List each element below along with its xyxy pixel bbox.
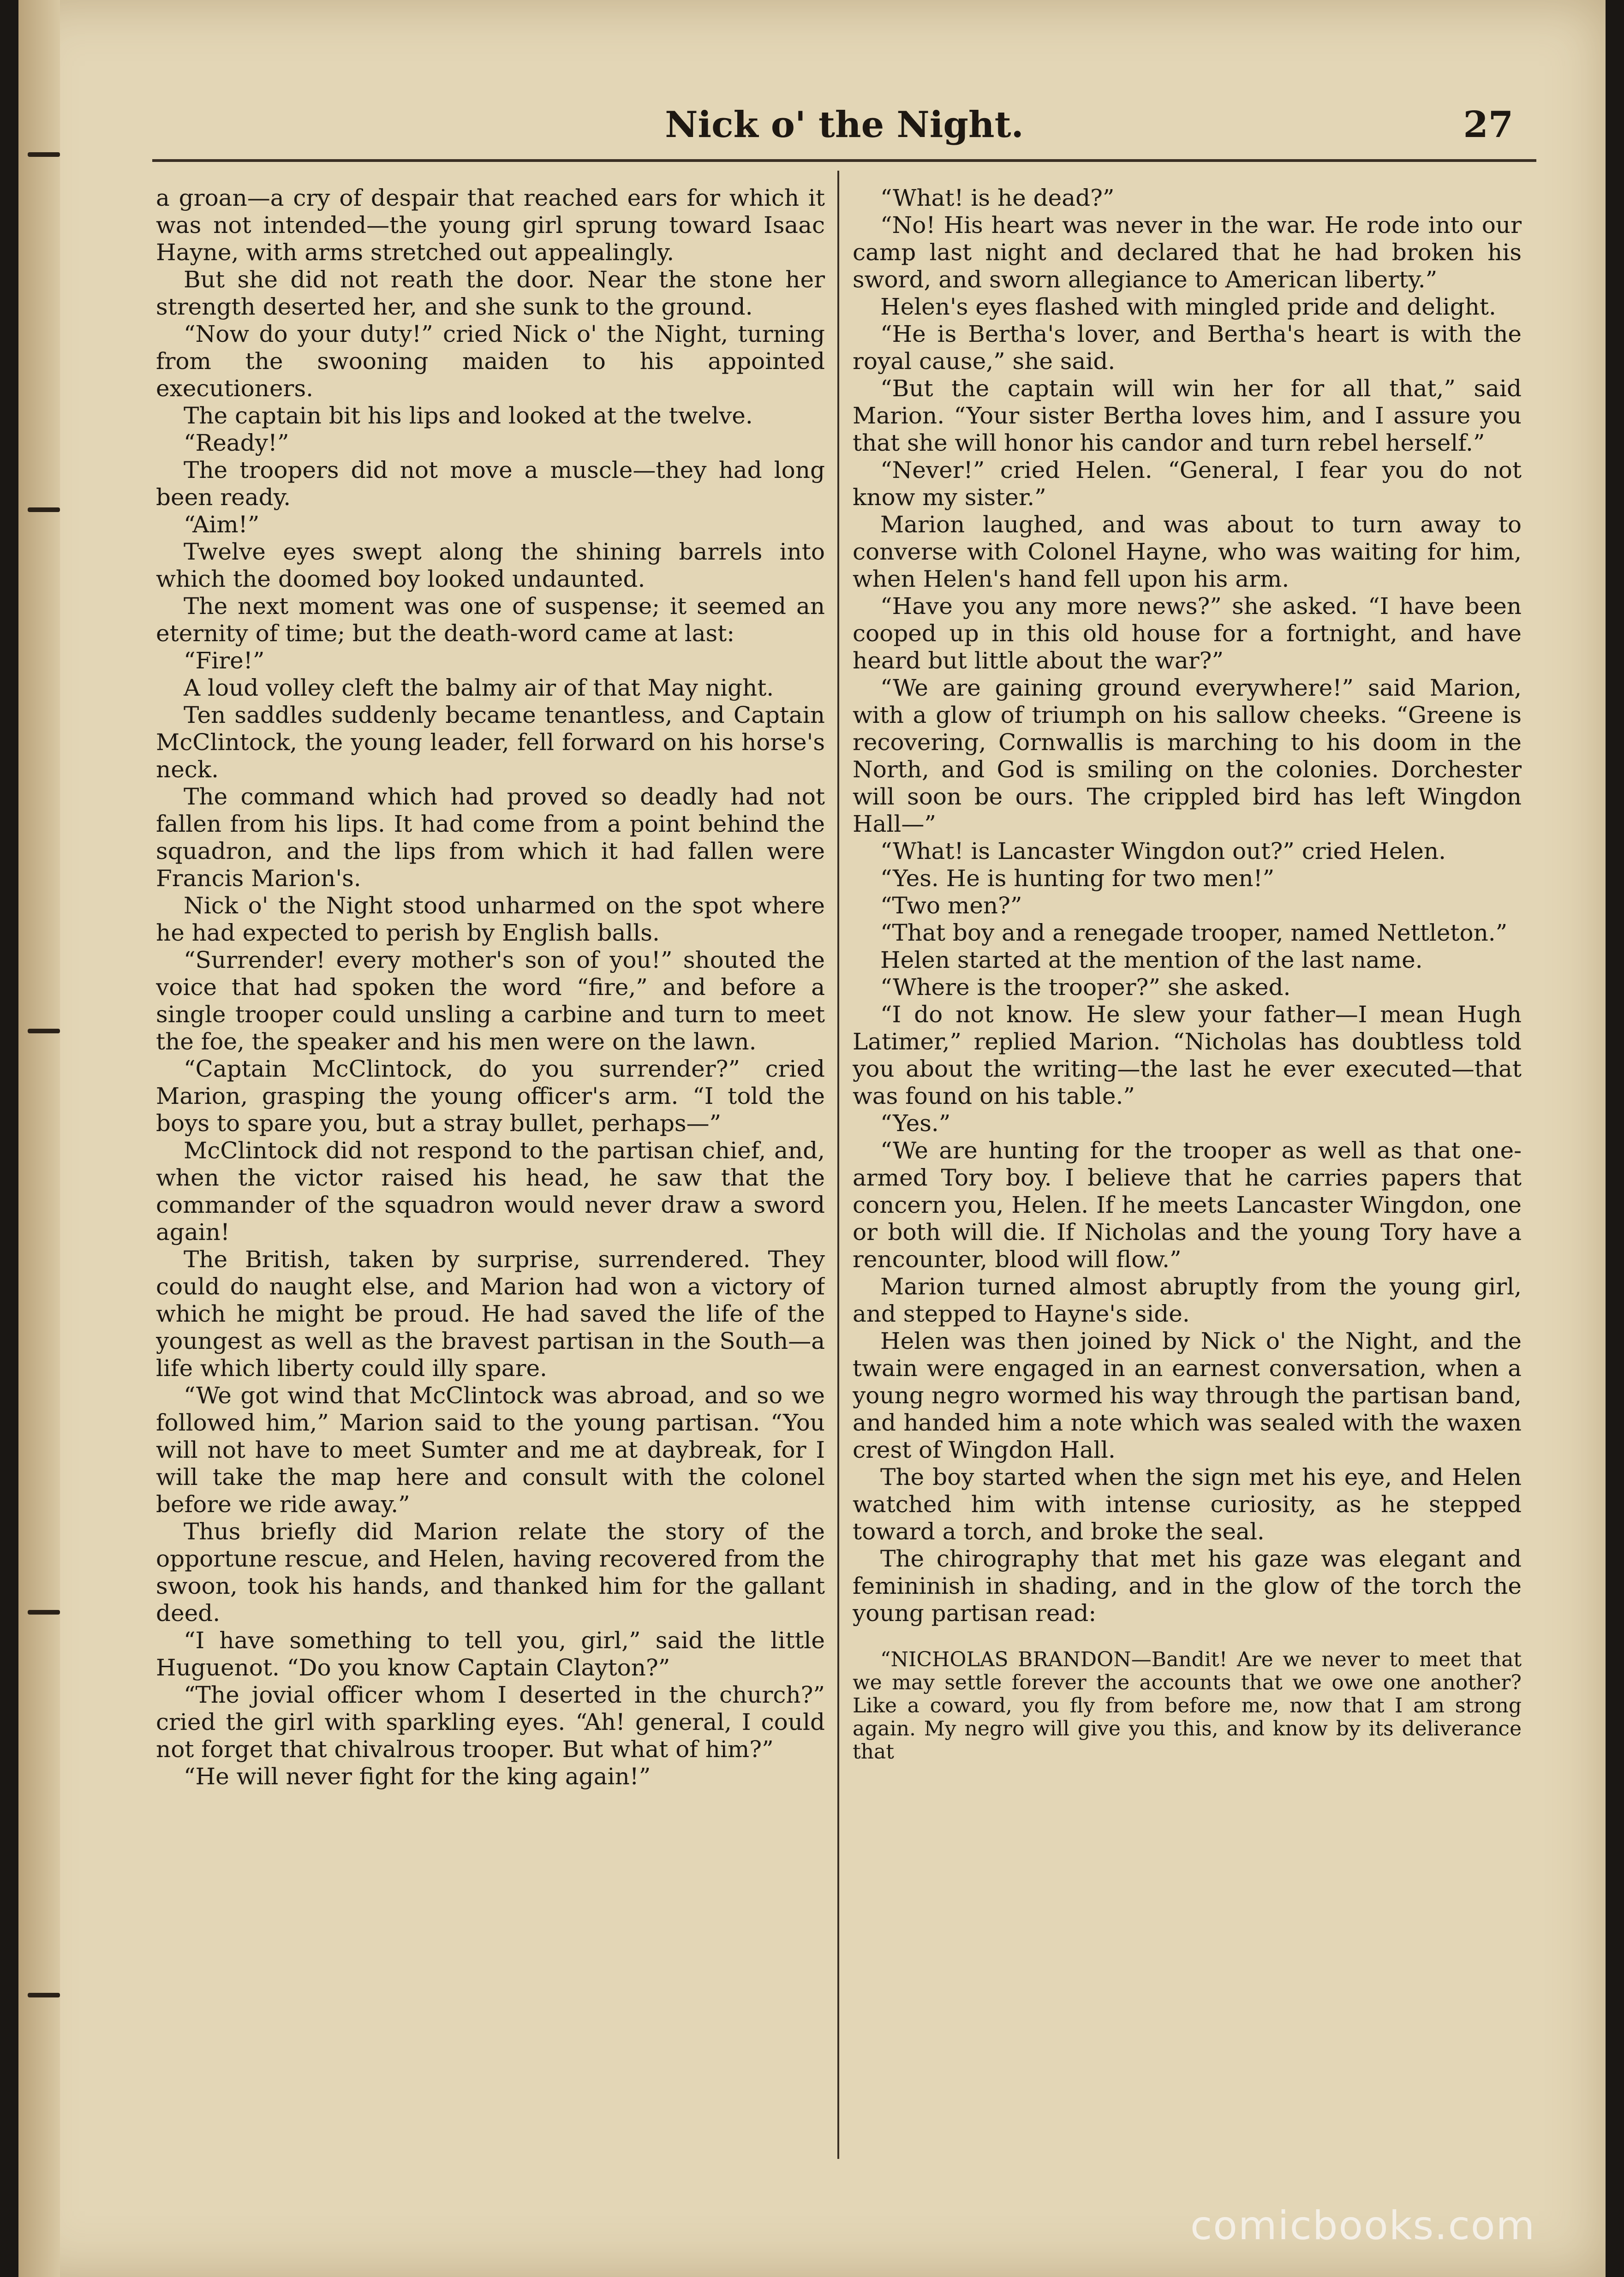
magazine-page (18, 0, 1606, 2277)
paragraph: “We are hunting for the trooper as well as that one-armed Tory boy. I believe that he carries papers that concern you, Helen. If he meets Lancaster Wingdon, one or both will die. If Nicholas and the young Tory have a rencounter, blood will flow.” (853, 1137, 1522, 1273)
left-column-text (156, 185, 825, 2168)
paragraph: Nick o' the Night stood unharmed on the spot where he had expected to perish by English balls. (156, 892, 825, 946)
paragraph: Thus briefly did Marion relate the story of the opportune rescue, and Helen, having recovered from the swoon, took his hands, and thanked him for the gallant deed. (156, 1518, 825, 1627)
paragraph: “No! His heart was never in the war. He rode into our camp last night and declared that he had broken his sword, and sworn allegiance to American liberty.” (853, 212, 1522, 293)
paragraph: Marion laughed, and was about to turn away to converse with Colonel Hayne, who was waiting for him, when Helen's hand fell upon his arm. (853, 511, 1522, 592)
paragraph: “The jovial officer whom I deserted in the church?” cried the girl with sparkling eyes. “Ah! general, I could not forget that chivalrous trooper. But what of him?” (156, 1681, 825, 1763)
paragraph: Helen's eyes flashed with mingled pride and delight. (880, 293, 1496, 320)
paragraph: Helen started at the mention of the last name. (880, 947, 1423, 973)
paragraph: But she did not reath the door. Near the stone her strength deserted her, and she sunk to the ground. (156, 266, 825, 320)
page-number: 27 (1463, 104, 1513, 146)
paragraph: The boy started when the sign met his eye, and Helen watched him with intense curiosity, as he stepped toward a torch, and broke the seal. (853, 1464, 1522, 1545)
paragraph: “I have something to tell you, girl,” said the little Huguenot. “Do you know Captain Clayton?” (156, 1627, 825, 1681)
paragraph: The troopers did not move a muscle—they had long been ready. (156, 457, 825, 511)
paragraph: “What! is he dead?” (880, 185, 1115, 211)
paragraph: McClintock did not respond to the partisan chief, and, when the victor raised his head, he saw that the commander of the squadron would never draw a sword again! (156, 1137, 825, 1246)
right-column-text (853, 185, 1522, 2168)
binding-stitch (28, 152, 60, 157)
paragraph: “Aim!” (184, 511, 260, 538)
paragraph: A loud volley cleft the balmy air of that May night. (184, 674, 774, 701)
paragraph: “That boy and a renegade trooper, named Nettleton.” (880, 919, 1508, 946)
paragraph: “He is Bertha's lover, and Bertha's heart is with the royal cause,” she said. (853, 321, 1522, 375)
paragraph: “What! is Lancaster Wingdon out?” cried Helen. (880, 838, 1446, 864)
paragraph: Marion turned almost abruptly from the young girl, and stepped to Hayne's side. (853, 1273, 1522, 1327)
paragraph: “Yes. He is hunting for two men!” (880, 865, 1275, 892)
paragraph: “We got wind that McClintock was abroad, and so we followed him,” Marion said to the young partisan. “You will not have to meet Sumter and me at daybreak, for I will take the map here and consult with the colonel before we ride away.” (156, 1382, 825, 1518)
site-watermark: comicbooks.com (1190, 2203, 1536, 2249)
paragraph: “Yes.” (880, 1110, 951, 1137)
paragraph: Ten saddles suddenly became tenantless, and Captain McClintock, the young leader, fell forward on his horse's neck. (156, 702, 825, 783)
paragraph: “We are gaining ground everywhere!” said Marion, with a glow of triumph on his sallow cheeks. “Greene is recovering, Cornwallis is marching to his doom in the North, and God is smiling on the colonies. Dorchester will soon be ours. The crippled bird has left Wingdon Hall—” (853, 674, 1522, 837)
paragraph: The captain bit his lips and looked at the twelve. (184, 402, 753, 429)
binding-stitch (28, 1029, 60, 1033)
binding-gutter (18, 0, 60, 2277)
paragraph: “Captain McClintock, do you surrender?” cried Marion, grasping the young officer's arm. “I told the boys to spare you, but a stray bullet, perhaps—” (156, 1055, 825, 1137)
letter-paragraph: “NICHOLAS BRANDON—Bandit! Are we never to meet that we may settle forever the accounts that we owe one another? Like a coward, you fly from before me, now that I am strong again. My negro will give you this, and know by its deliverance that (853, 1648, 1522, 1764)
paragraph: “Where is the trooper?” she asked. (880, 974, 1291, 1001)
paragraph: “Surrender! every mother's son of you!” shouted the voice that had spoken the word “fire,” and before a single trooper could unsling a carbine and turn to meet the foe, the speaker and his men were on the lawn. (156, 947, 825, 1055)
paragraph: Helen was then joined by Nick o' the Night, and the twain were engaged in an earnest conversation, when a young negro wormed his way through the partisan band, and handed him a note which was sealed with the waxen crest of Wingdon Hall. (853, 1328, 1522, 1463)
paragraph: a groan—a cry of despair that reached ears for which it was not intended—the young girl sprung toward Isaac Hayne, with arms stretched out appealingly. (156, 185, 825, 266)
paragraph: “I do not know. He slew your father—I mean Hugh Latimer,” replied Marion. “Nicholas has doubtless told you about the writing—the last he ever executed—that was found on his table.” (853, 1001, 1522, 1109)
binding-stitch (28, 1993, 60, 1997)
paragraph: The next moment was one of suspense; it seemed an eternity of time; but the death-word came at last: (156, 593, 825, 647)
paragraph: “Fire!” (184, 647, 265, 674)
paragraph: “He will never fight for the king again!” (184, 1763, 651, 1790)
paragraph: “Now do your duty!” cried Nick o' the Night, turning from the swooning maiden to his appointed executioners. (156, 321, 825, 402)
paragraph: “Ready!” (184, 429, 289, 456)
paragraph: The chirography that met his gaze was elegant and femininish in shading, and in the glow of the torch the young partisan read: (853, 1545, 1522, 1627)
paragraph: “But the captain will win her for all that,” said Marion. “Your sister Bertha loves him, and I assure you that she will honor his candor and turn rebel herself.” (853, 375, 1522, 456)
paragraph: “Have you any more news?” she asked. “I have been cooped up in this old house for a fortnight, and have heard but little about the war?” (853, 593, 1522, 674)
paragraph: Twelve eyes swept along the shining barrels into which the doomed boy looked undaunted. (156, 538, 825, 592)
paragraph: The British, taken by surprise, surrendered. They could do naught else, and Marion had won a victory of which he might be proud. He had saved the life of the youngest as well as the bravest partisan in the South—a life which liberty could illy spare. (156, 1246, 825, 1382)
binding-stitch (28, 507, 60, 512)
header-rule (152, 159, 1536, 162)
running-header-title: Nick o' the Night. (665, 104, 1024, 146)
paragraph: “Two men?” (880, 892, 1022, 919)
binding-stitch (28, 1610, 60, 1615)
paragraph: The command which had proved so deadly had not fallen from his lips. It had come from a point behind the squadron, and the lips from which it had fallen were Francis Marion's. (156, 783, 825, 892)
paragraph: “Never!” cried Helen. “General, I fear you do not know my sister.” (853, 457, 1522, 511)
column-divider (837, 171, 839, 2159)
